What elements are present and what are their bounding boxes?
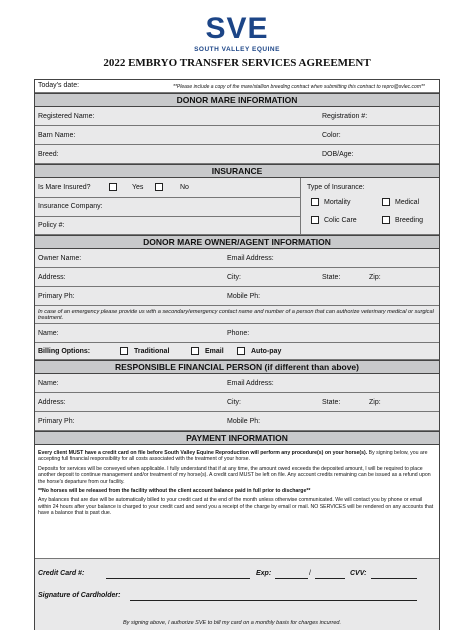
date-row <box>35 80 439 93</box>
credit-card-input[interactable] <box>106 578 250 579</box>
logo-mark: SVE <box>205 12 269 45</box>
insured-no-checkbox[interactable] <box>155 183 163 191</box>
color-field[interactable]: Color: <box>322 132 341 139</box>
billing-row <box>35 343 439 360</box>
exp-slash: / <box>309 570 311 577</box>
emergency-contact-row <box>35 324 439 343</box>
insured-yes-checkbox[interactable] <box>109 183 117 191</box>
owner-zip-field[interactable]: Zip: <box>369 274 381 281</box>
owner-row-2 <box>35 268 439 287</box>
traditional-label: Traditional <box>134 348 170 355</box>
insured-no-label: No <box>180 184 189 191</box>
donor-row-2 <box>35 126 439 145</box>
emergency-phone-field[interactable]: Phone: <box>227 330 250 337</box>
card-section <box>35 559 439 630</box>
colic-care-label: Colic Care <box>324 217 357 224</box>
registered-name-field[interactable]: Registered Name: <box>38 113 95 120</box>
billing-options-label: Billing Options: <box>38 348 91 355</box>
breed-field[interactable]: Breed: <box>38 151 59 158</box>
donor-row-1 <box>35 107 439 126</box>
exp-year-input[interactable] <box>315 578 345 579</box>
colic-care-checkbox[interactable] <box>311 216 319 224</box>
email-billing-checkbox[interactable] <box>191 347 199 355</box>
credit-card-label: Credit Card #: <box>38 570 85 577</box>
financial-state-field[interactable]: State: <box>322 399 341 406</box>
exp-label: Exp: <box>256 570 272 577</box>
traditional-checkbox[interactable] <box>120 347 128 355</box>
insurance-company-field[interactable]: Insurance Company: <box>38 203 103 210</box>
owner-email-field[interactable]: Email Address: <box>227 255 274 262</box>
financial-city-field[interactable]: City: <box>227 399 241 406</box>
emergency-note-row <box>35 306 439 324</box>
owner-header: DONOR MARE OWNER/AGENT INFORMATION <box>35 235 439 249</box>
financial-responsibility: By signing below, you are accepting full financial responsibility for all costs associated with the treatment of your horse. <box>38 450 428 463</box>
owner-row-1 <box>35 249 439 268</box>
owner-row-3 <box>35 287 439 306</box>
owner-address-field[interactable]: Address: <box>38 274 66 281</box>
dob-field[interactable]: DOB/Age: <box>322 151 354 158</box>
financial-name-field[interactable]: Name: <box>38 380 59 387</box>
email-billing-label: Email <box>205 348 224 355</box>
signature-label: Signature of Cardholder: <box>38 592 121 599</box>
donor-row-3 <box>35 145 439 164</box>
insurance-block <box>35 178 439 235</box>
mortality-checkbox[interactable] <box>311 198 319 206</box>
payment-paragraph-4: Any balances that are due will be automatically billed to your credit card at the end of the month unless otherwise communicated. We will contact you by phone or email within 24 hours after your balance is charged to your credit card and send you a receipt of the charge by email or mail. NO SERVICES will be rendered on any accounts that have a balance that is past due. <box>38 497 434 517</box>
emergency-name-field[interactable]: Name: <box>38 330 59 337</box>
registration-field[interactable]: Registration #: <box>322 113 368 120</box>
payment-header: PAYMENT INFORMATION <box>35 431 439 445</box>
exp-month-input[interactable] <box>275 578 308 579</box>
date-field[interactable]: Today's date: <box>38 82 80 89</box>
document-title: 2022 EMBRYO TRANSFER SERVICES AGREEMENT <box>103 57 371 69</box>
barn-name-field[interactable]: Barn Name: <box>38 132 76 139</box>
owner-primary-phone-field[interactable]: Primary Ph: <box>38 293 75 300</box>
insurance-type-label: Type of Insurance: <box>307 184 365 191</box>
financial-email-field[interactable]: Email Address: <box>227 380 274 387</box>
mortality-label: Mortality <box>324 199 351 206</box>
owner-mobile-phone-field[interactable]: Mobile Ph: <box>227 293 261 300</box>
autopay-label: Auto-pay <box>251 348 282 355</box>
payment-terms-text <box>35 450 439 517</box>
cvv-label: CVV: <box>350 570 367 577</box>
financial-header: RESPONSIBLE FINANCIAL PERSON (if different than above) <box>35 360 439 374</box>
financial-row-3 <box>35 412 439 431</box>
signature-input[interactable] <box>130 600 417 601</box>
insurance-header: INSURANCE <box>35 164 439 178</box>
release-notice: **No horses will be released from the facility without the client account balance paid in full prior to discharge** <box>38 488 311 495</box>
payment-terms <box>35 445 439 559</box>
authorization-note: By signing above, I authorize SVE to bill my card on a monthly basis for charges incurred. <box>123 620 341 626</box>
breeding-checkbox[interactable] <box>382 216 390 224</box>
donor-mare-header: DONOR MARE INFORMATION <box>35 93 439 107</box>
owner-city-field[interactable]: City: <box>227 274 241 281</box>
financial-primary-phone-field[interactable]: Primary Ph: <box>38 418 75 425</box>
breeding-label: Breeding <box>395 217 424 224</box>
policy-field[interactable]: Policy #: <box>38 222 65 229</box>
payment-paragraph-2: Deposits for services will be conveyed when applicable. I fully understand that if at any time, the amount owed exceeds the deposited amount, I will be required to place another deposit to continue management and/or treatment of my horse(s). A credit card MUST be left on file. Any account credits remaining can be issued as a refund upon the horse's departure from our facility. <box>38 465 431 485</box>
medical-checkbox[interactable] <box>382 198 390 206</box>
cvv-input[interactable] <box>371 578 417 579</box>
financial-address-field[interactable]: Address: <box>38 399 66 406</box>
logo <box>0 14 474 53</box>
financial-row-2 <box>35 393 439 412</box>
insured-yes-label: Yes <box>132 184 144 191</box>
financial-mobile-phone-field[interactable]: Mobile Ph: <box>227 418 261 425</box>
financial-zip-field[interactable]: Zip: <box>369 399 381 406</box>
insurance-divider <box>300 178 301 235</box>
financial-row-1 <box>35 374 439 393</box>
autopay-checkbox[interactable] <box>237 347 245 355</box>
emergency-note: In case of an emergency please provide us with a secondary/emergency contact name and number of a person that can authorize veterinary medical or surgical treatment. <box>38 309 434 322</box>
payment-paragraph-1 <box>38 450 436 463</box>
mare-insured-label: Is Mare Insured? <box>38 184 91 191</box>
contract-note: **Please include a copy of the mare/stallion breeding contract when submitting this contract to repro@svlec.com** <box>173 84 425 90</box>
owner-name-field[interactable]: Owner Name: <box>38 255 82 262</box>
logo-subtitle: SOUTH VALLEY EQUINE <box>194 46 280 53</box>
credit-card-requirement: Every client MUST have a credit card on file before South Valley Equine Reproduction will perform any procedure(s) on your horse(s). <box>38 450 368 456</box>
agreement-form <box>34 79 440 630</box>
owner-state-field[interactable]: State: <box>322 274 341 281</box>
medical-label: Medical <box>395 199 420 206</box>
